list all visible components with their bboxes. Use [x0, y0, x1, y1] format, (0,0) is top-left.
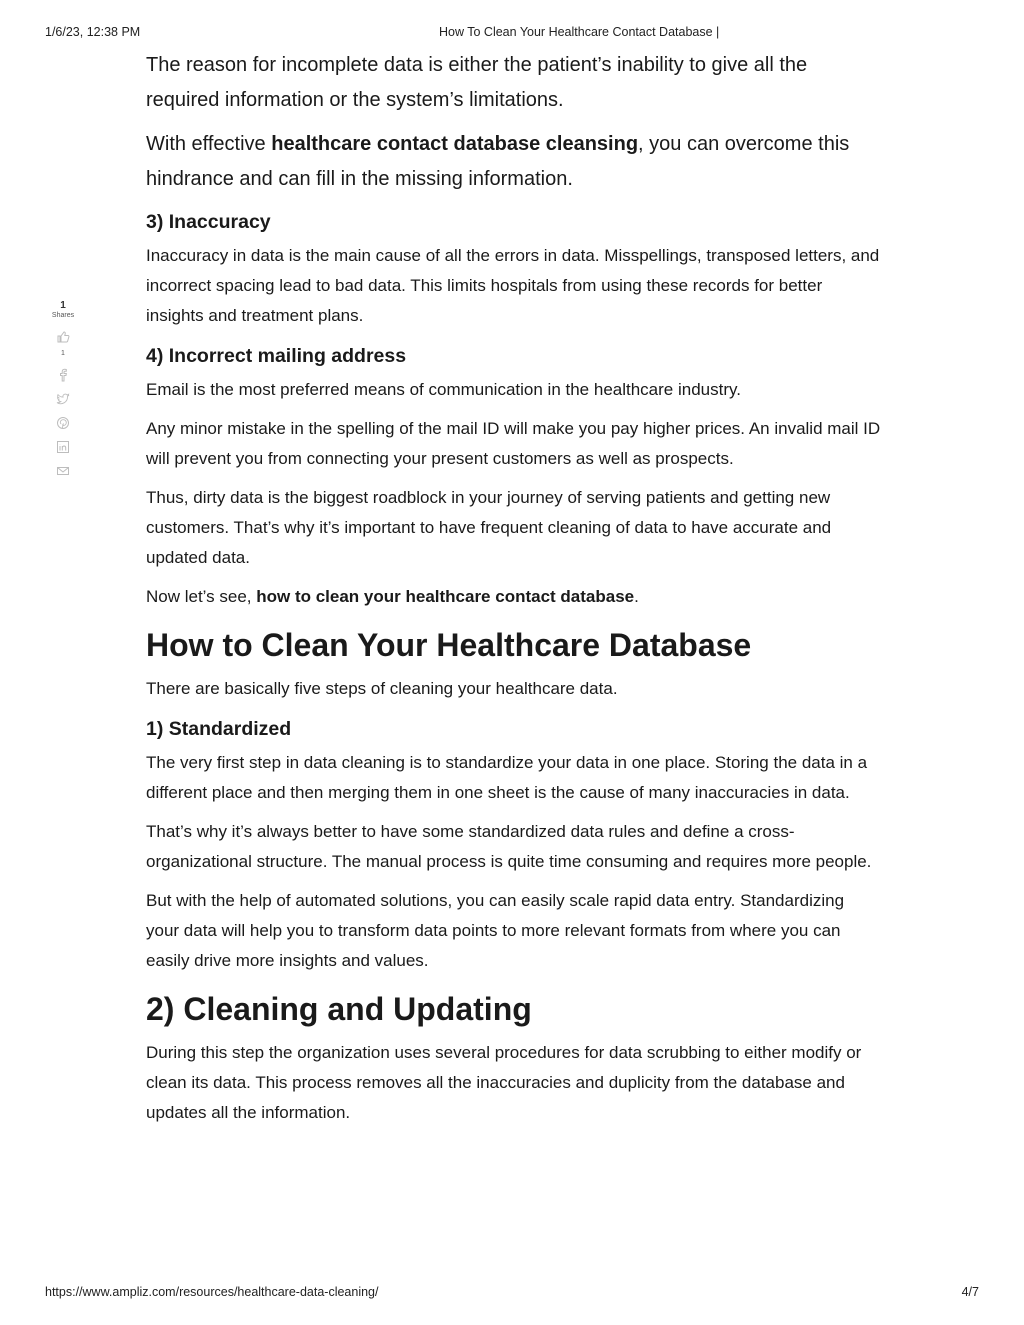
facebook-share-count: 1 [61, 350, 65, 357]
paragraph-email-preferred: Email is the most preferred means of communication in the healthcare industry. [146, 380, 741, 399]
paragraph-now-post: . [634, 587, 639, 606]
paragraph-automated: But with the help of automated solutions, you can easily scale rapid data entry. Standardizing your data will help you to transform data points to more relevant formats from where you can easily drive more insights and values. [146, 891, 845, 970]
print-url: https://www.ampliz.com/resources/healthcare-data-cleaning/ [45, 1285, 379, 1299]
paragraph-now-lets-see [146, 582, 881, 612]
heading-cleaning-updating: 2) Cleaning and Updating [146, 991, 532, 1027]
pinterest-icon[interactable] [56, 416, 70, 430]
print-page-title: How To Clean Your Healthcare Contact Database | [439, 25, 720, 39]
share-rail [48, 300, 78, 478]
paragraph-now-pre: Now let’s see, [146, 587, 257, 606]
paragraph-cleansing-post: , you can overcome this hindrance and can fill in the missing information. [146, 133, 850, 190]
linkedin-icon[interactable] [56, 440, 70, 454]
twitter-icon[interactable] [56, 392, 70, 406]
paragraph-cleansing [146, 127, 881, 197]
paragraph-scrubbing: During this step the organization uses several procedures for data scrubbing to either modify or clean its data. This process removes all the inaccuracies and duplicity from the database and updates all the information. [146, 1043, 862, 1122]
paragraph-first-step: The very first step in data cleaning is to standardize your data in one place. Storing the data in a different place and then merging them in one sheet is the cause of many inaccuracies in data. [146, 753, 868, 802]
heading-inaccuracy: 3) Inaccuracy [146, 211, 271, 233]
print-page-number: 4/7 [961, 1285, 979, 1299]
paragraph-five-steps: There are basically five steps of cleaning your healthcare data. [146, 679, 618, 698]
thumbs-up-icon[interactable] [56, 330, 70, 344]
paragraph-rules: That’s why it’s always better to have some standardized data rules and define a cross-organizational structure. The manual process is quite time consuming and requires more people. [146, 822, 872, 871]
print-header [0, 25, 1024, 41]
print-datetime: 1/6/23, 12:38 PM [45, 25, 141, 39]
share-label: Shares [51, 312, 75, 319]
keyword-cleansing: healthcare contact database cleansing [271, 133, 639, 155]
paragraph-minor-mistake: Any minor mistake in the spelling of the mail ID will make you pay higher prices. An invalid mail ID will prevent you from connecting your present customers as well as prospects. [146, 419, 881, 468]
heading-mailing-address: 4) Incorrect mailing address [146, 345, 407, 367]
facebook-icon[interactable] [56, 368, 70, 382]
email-icon[interactable] [56, 464, 70, 478]
keyword-how-to-clean: how to clean your healthcare contact database [256, 587, 635, 606]
paragraph-dirty-data: Thus, dirty data is the biggest roadblock in your journey of serving patients and getting new customers. That’s why it’s important to have frequent cleaning of data to have accurate and updated data. [146, 488, 832, 567]
paragraph-inaccuracy: Inaccuracy in data is the main cause of all the errors in data. Misspellings, transposed letters, and incorrect spacing lead to bad data. This limits hospitals from using these records for better insights and treatment plans. [146, 246, 880, 325]
paragraph-incomplete-reason: The reason for incomplete data is either the patient’s inability to give all the required information or the system’s limitations. [146, 54, 808, 111]
print-footer [0, 1285, 1024, 1301]
article-content [146, 48, 881, 1137]
paragraph-cleansing-pre: With effective [146, 133, 272, 155]
share-count: 1 [60, 300, 66, 311]
heading-how-to-clean: How to Clean Your Healthcare Database [146, 627, 752, 663]
heading-standardized: 1) Standardized [146, 718, 292, 740]
